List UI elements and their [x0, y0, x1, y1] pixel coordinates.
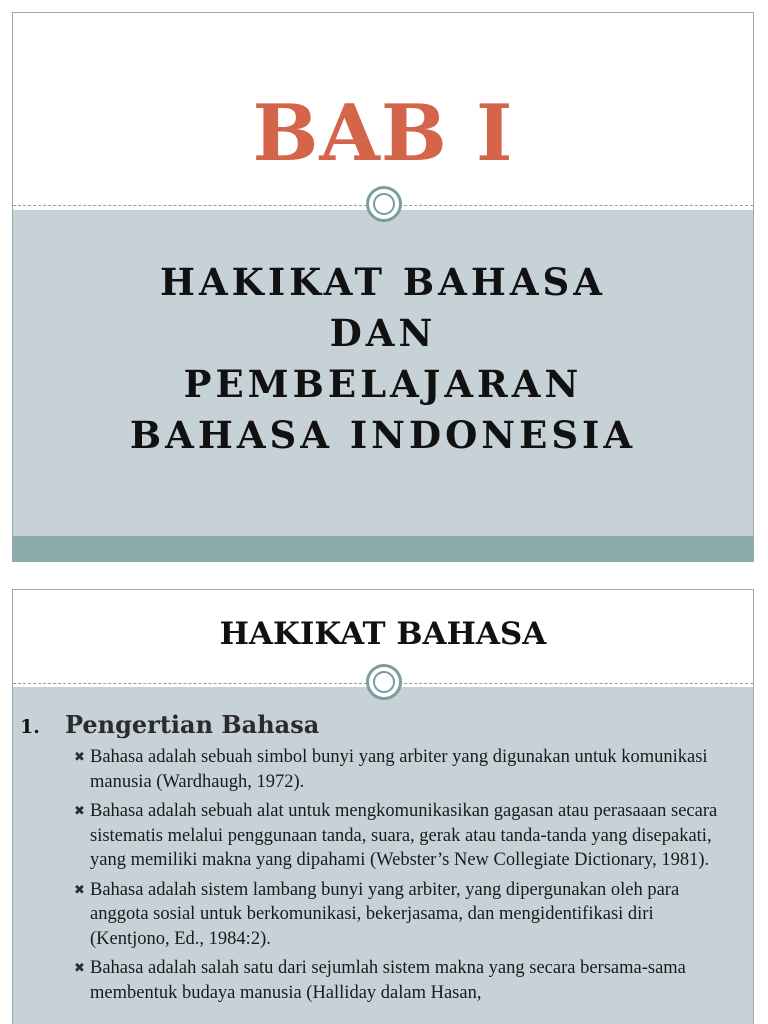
title-slide-header [13, 13, 753, 205]
cross-star-bullet-icon: ✖ [74, 803, 85, 818]
bullet-text: Bahasa adalah sebuah alat untuk mengkomunikasikan gagasan atau perasaaan secara sistematis melalui penggunaan tanda, suara, gerak atau tanda-tanda yang disepakati, yang memiliki makna yang dipahami (Webster’s New Collegiate Dictionary, 1981). [90, 801, 718, 870]
list-item [74, 956, 728, 1005]
bullet-text: Bahasa adalah sebuah simbol bunyi yang arbiter yang digunakan untuk komunikasi manusia (Wardhaugh, 1972). [90, 747, 708, 792]
ring-divider-icon [366, 664, 402, 700]
bottom-accent-bar [13, 536, 753, 561]
subtitle-line: PEMBELAJARAN [183, 362, 583, 406]
bullet-text: Bahasa adalah sistem lambang bunyi yang arbiter, yang dipergunakan oleh para anggota sosial untuk berkomunikasi, bekerjasama, dan mengidentifikasi diri (Kentjono, Ed., 1984:2). [90, 879, 680, 949]
chapter-subtitle [13, 257, 753, 461]
slide-title: HAKIKAT BAHASA [219, 616, 547, 652]
title-slide [12, 12, 754, 562]
bullet-list [74, 745, 728, 1010]
chapter-heading: BAB I [252, 88, 514, 179]
cross-star-bullet-icon: ✖ [74, 960, 85, 975]
subtitle-line: BAHASA INDONESIA [129, 413, 637, 457]
list-item [74, 878, 728, 952]
ring-divider-icon [366, 186, 402, 222]
bullet-text: Bahasa adalah salah satu dari sejumlah sistem makna yang secara bersama-sama membentuk budaya manusia (Halliday dalam Hasan, [90, 958, 686, 1003]
cross-star-bullet-icon: ✖ [74, 749, 85, 764]
list-item [74, 745, 728, 794]
section-label: Pengertian Bahasa [65, 710, 320, 739]
cross-star-bullet-icon: ✖ [74, 881, 85, 897]
list-item [74, 799, 728, 873]
section-heading [20, 711, 319, 741]
subtitle-line: HAKIKAT BAHASA [160, 260, 606, 304]
subtitle-line: DAN [329, 311, 437, 355]
section-number: 1. [20, 716, 40, 738]
